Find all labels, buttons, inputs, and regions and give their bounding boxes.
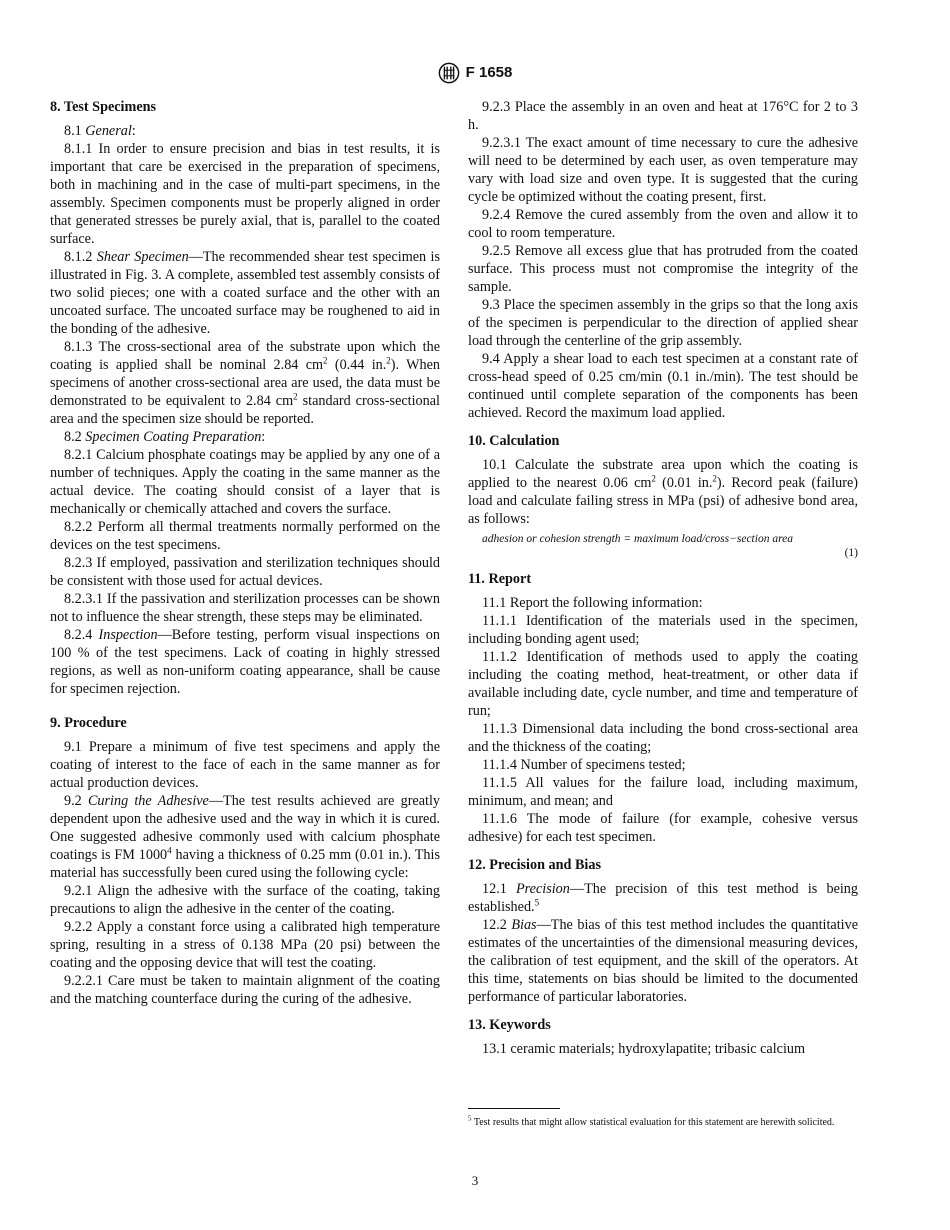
paragraph-8-2-3-1: 8.2.3.1 If the passivation and sterilization processes can be shown not to influence the shear strength, these steps may be eliminated. (50, 591, 440, 625)
paragraph-9-4: 9.4 Apply a shear load to each test specimen at a constant rate of cross-head speed of 0.25 cm/min (0.1 in./min). The test should be continued until complete separation of the components has been achieved. Record the maximum load applied. (468, 351, 858, 421)
left-column (50, 98, 440, 1008)
paragraph-12-2: 12.2 Bias—The bias of this test method includes the quantitative estimates of the uncertainties of the dimensional measuring devices, the calibration of test equipment, and the skill of the operators. At this time, statements on bias should be limited to the documented performance of particular laboratories. (468, 917, 859, 1005)
footnote-divider (468, 1108, 560, 1109)
paragraph-9-2: 9.2 Curing the Adhesive—The test results achieved are greatly dependent upon the adhesive used and the way in which it is cured. One suggested adhesive commonly used with calcium phosphate coatings is FM 1000$^4$ having a thickness of 0.25 mm (0.01 in.). This material has successfully been cured using the following cycle: (50, 793, 441, 881)
equation-1 (468, 532, 858, 560)
paragraph-13-1: 13.1 ceramic materials; hydroxylapatite; tribasic calcium (482, 1041, 806, 1057)
page-number: 3 (471, 1173, 479, 1188)
paragraph-9-2-5: 9.2.5 Remove all excess glue that has protruded from the coated surface. This process must not compromise the integrity of the sample. (468, 243, 858, 295)
section-heading-8: 8. Test Specimens (50, 99, 157, 115)
paragraph-9-1: 9.1 Prepare a minimum of five test specimens and apply the coating of interest to the face of each in the same manner as for actual production devices. (50, 739, 440, 791)
section-heading-10: 10. Calculation (468, 433, 560, 449)
paragraph-9-2-3-1: 9.2.3.1 The exact amount of time necessary to cure the adhesive will need to be determined by each user, as oven temperature may vary with load size and oven type. It is suggested that the curing cycle be optimized without the coating present, first. (468, 135, 858, 205)
astm-logo-icon (438, 62, 460, 84)
paragraph-11-1-5: 11.1.5 All values for the failure load, including maximum, minimum, and mean; and (468, 775, 858, 809)
paragraph-8-1: 8.1 General: (64, 123, 136, 139)
paragraph-8-1-3: 8.1.3 The cross-sectional area of the substrate upon which the coating is applied shall be nominal 2.84 $cm^2$ (0.44 in.$^2$). When specimens of another cross-sectional area are used, the data must be demonstrated to be equivalent to 2.84 $cm^2$ standard cross-sectional area and the specimen size should be reported. (50, 339, 441, 427)
paragraph-9-2-3: 9.2.3 Place the assembly in an oven and heat at 176°C for 2 to 3 h. (468, 99, 858, 133)
right-column (468, 98, 858, 1058)
equation-number: (1) (844, 547, 858, 559)
paragraph-8-2-3: 8.2.3 If employed, passivation and sterilization techniques should be consistent with those used for actual devices. (50, 555, 440, 589)
paragraph-8-2: 8.2 Specimen Coating Preparation: (64, 429, 266, 445)
paragraph-10-1: 10.1 Calculate the substrate area upon which the coating is applied to the nearest 0.06 $cm^2$ (0.01 in.$^2$). Record peak (failure) load and calculate failing stress in MPa (psi) of adhesive bond area, as follows: (468, 457, 858, 527)
paragraph-9-2-4: 9.2.4 Remove the cured assembly from the oven and allow it to cool to room temperature. (468, 207, 858, 241)
paragraph-11-1-4: 11.1.4 Number of specimens tested; (482, 757, 686, 773)
paragraph-8-2-2: 8.2.2 Perform all thermal treatments normally performed on the devices on the test specimens. (50, 519, 440, 553)
section-heading-11: 11. Report (468, 571, 532, 587)
paragraph-11-1-2: 11.1.2 Identification of methods used to apply the coating including the coating method, heat-treatment, or other data if available including date, cycle number, and time and temperature of run; (468, 649, 858, 719)
paragraph-8-1-1: 8.1.1 In order to ensure precision and bias in test results, it is important that care be exercised in the preparation of specimens, both in machining and in the case of multi-part specimens, in the assembly. Specimen components must be properly aligned in order that generated stresses be purely axial, that is, parallel to the coated surface. (50, 141, 440, 247)
paragraph-9-2-2-1: 9.2.2.1 Care must be taken to maintain alignment of the coating and the matching counterface during the curing of the adhesive. (50, 973, 440, 1007)
paragraph-8-2-4: 8.2.4 Inspection—Before testing, perform visual inspections on 100 % of the test specimens. Lack of coating in highly stressed regions, as well as non-uniform coating appearance, shall be cause for specimen rejection. (50, 627, 440, 697)
paragraph-8-1-2: 8.1.2 Shear Specimen—The recommended shear test specimen is illustrated in Fig. 3. A complete, assembled test assembly consists of two solid pieces; one with a coated surface and the other with an uncoated surface. The uncoated surface may be roughened to aid in the bonding of the adhesive. (50, 249, 441, 337)
page-header (0, 62, 950, 89)
section-heading-13: 13. Keywords (468, 1017, 551, 1033)
footnote-5: $^5$ Test results that might allow statistical evaluation for this statement are herewith solicited. (468, 1114, 835, 1128)
paragraph-8-2-1: 8.2.1 Calcium phosphate coatings may be applied by any one of a number of techniques. Apply the coating in the same manner as the actual device. The coating should consist of a layer that is mechanically or chemically attached and covers the surface. (50, 447, 440, 517)
paragraph-12-1: 12.1 Precision—The precision of this test method is being established.$^5$ (468, 881, 858, 915)
paragraph-11-1-1: 11.1.1 Identification of the materials used in the specimen, including bonding agent used; (468, 613, 858, 647)
paragraph-9-2-2: 9.2.2 Apply a constant force using a calibrated high temperature spring, resulting in a stress of 0.138 MPa (20 psi) between the coating and the opposing device that will test the coating. (50, 919, 440, 971)
section-heading-12: 12. Precision and Bias (468, 857, 601, 873)
paragraph-11-1-3: 11.1.3 Dimensional data including the bond cross-sectional area and the thickness of the coating; (468, 721, 858, 755)
paragraph-11-1-6: 11.1.6 The mode of failure (for example, cohesive versus adhesive) for each test specimen. (468, 811, 858, 845)
paragraph-9-2-1: 9.2.1 Align the adhesive with the surface of the coating, taking precautions to align the adhesive in the center of the coating. (50, 883, 440, 917)
paragraph-11-1: 11.1 Report the following information: (482, 595, 703, 611)
section-heading-9: 9. Procedure (50, 715, 127, 731)
paragraph-9-3: 9.3 Place the specimen assembly in the grips so that the long axis of the specimen is perpendicular to the direction of applied shear load through the centerline of the grip assembly. (468, 297, 858, 349)
equation-text: adhesion or cohesion strength = maximum load/cross−section area (482, 533, 793, 545)
standard-number: F 1658 (465, 64, 513, 81)
